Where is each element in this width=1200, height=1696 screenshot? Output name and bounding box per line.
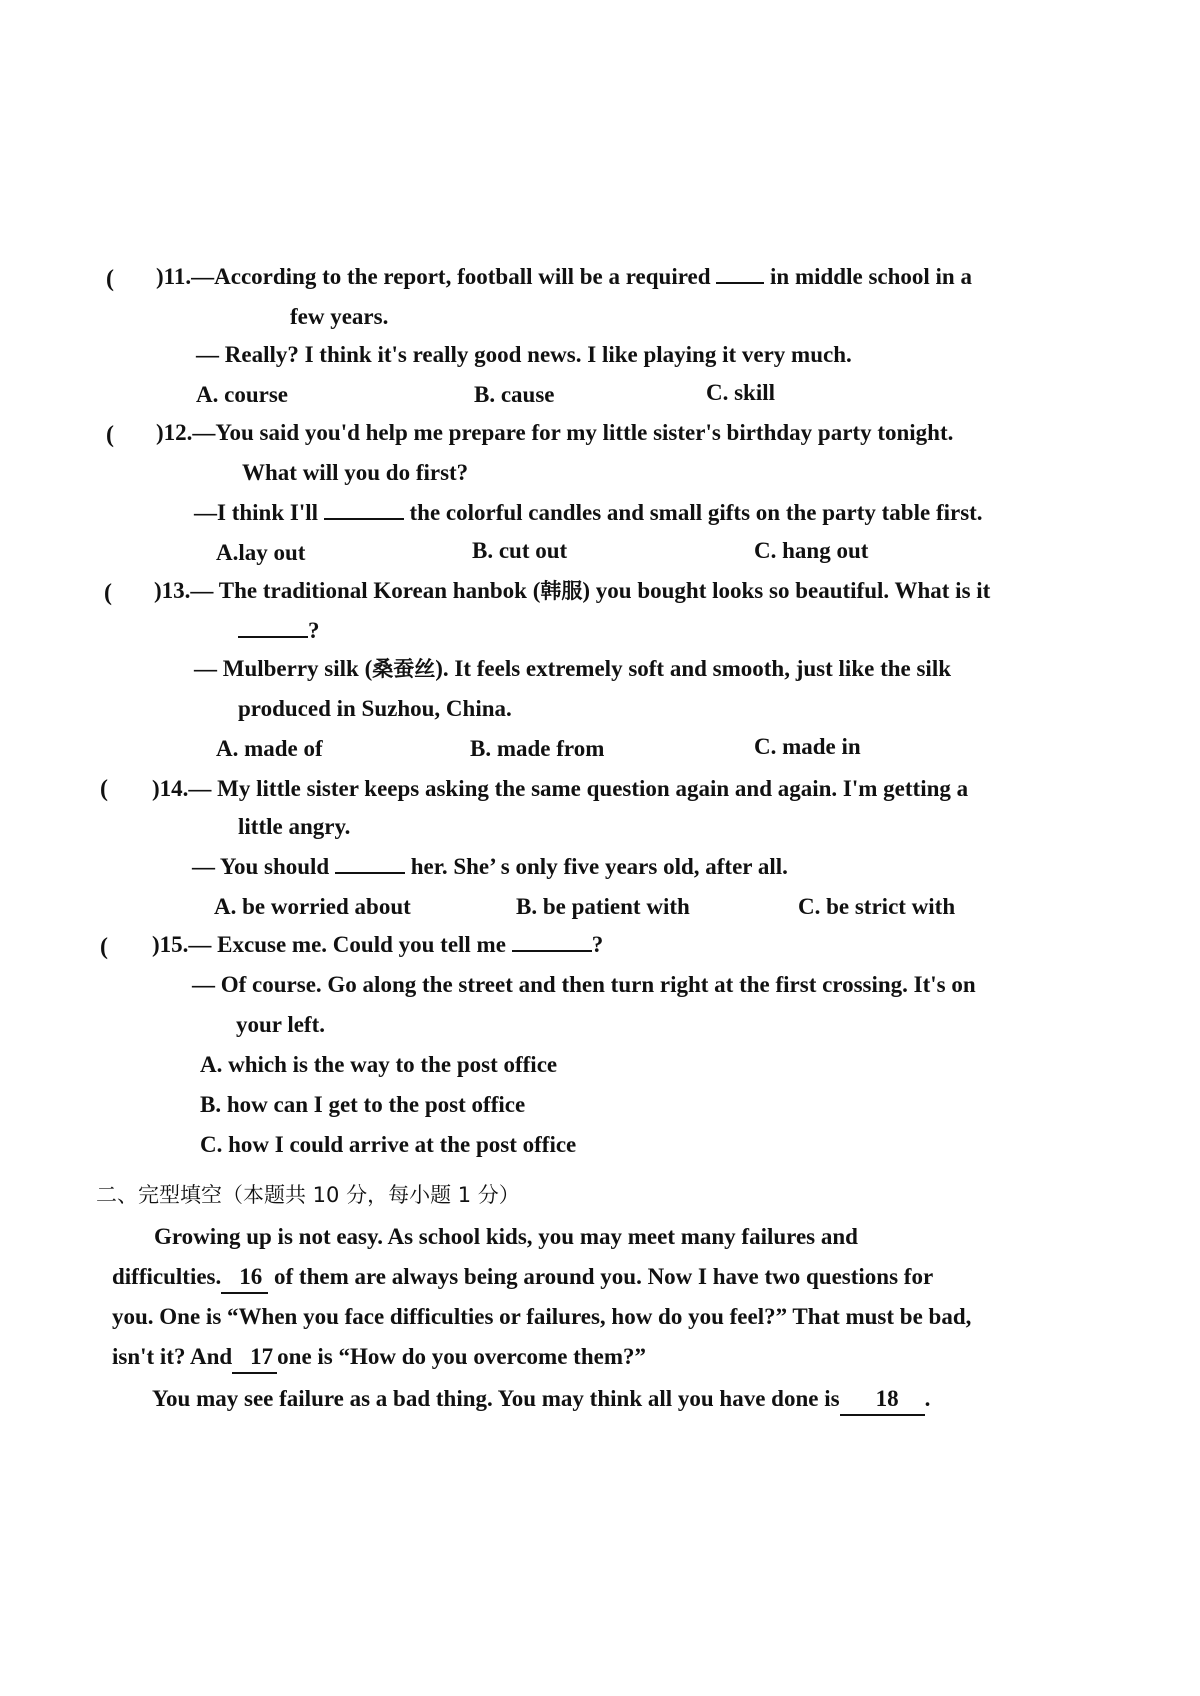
blank[interactable] (716, 262, 764, 284)
question-text: )14.— My little sister keeps asking the same question again and again. I'm getting a (152, 776, 969, 801)
option-b[interactable]: B. made from (470, 736, 605, 761)
answer-text: — Mulberry silk (桑蚕丝). It feels extremely soft and smooth, just like the silk (194, 656, 951, 681)
option-c[interactable]: C. how I could arrive at the post office (200, 1132, 577, 1157)
option-c[interactable]: C. made in (754, 734, 861, 759)
answer-text-cont: produced in Suzhou, China. (238, 696, 512, 721)
option-c[interactable]: C. skill (706, 380, 776, 405)
question-number: )14. (152, 776, 189, 801)
answer-paren[interactable]: ( (104, 580, 112, 606)
blank[interactable] (335, 852, 405, 874)
answer-paren[interactable]: ( (100, 934, 108, 960)
answer-paren[interactable]: ( (106, 422, 114, 448)
answer-text-cont: your left. (236, 1012, 326, 1037)
section-heading: 二、完型填空（本题共 10 分，每小题 1 分） (96, 1183, 520, 1207)
paragraph-line: isn't it? And 17 one is “How do you overcome them?” (112, 1342, 646, 1374)
answer-text: — You should her. She’ s only five years old, after all. (192, 854, 788, 879)
option-a[interactable]: A. be worried about (214, 894, 411, 919)
option-c[interactable]: C. be strict with (798, 894, 956, 919)
question-text-cont: ? (238, 616, 320, 646)
option-a[interactable]: A.lay out (216, 540, 306, 565)
answer-text: —I think I'll the colorful candles and small gifts on the party table first. (194, 500, 983, 525)
question-text: )12.—You said you'd help me prepare for my little sister's birthday party tonight. (156, 420, 954, 445)
blank[interactable] (512, 930, 592, 952)
option-b[interactable]: B. how can I get to the post office (200, 1092, 526, 1117)
question-number: )13. (154, 578, 191, 603)
blank-17[interactable]: 17 (232, 1342, 277, 1374)
question-text: )13.— The traditional Korean hanbok (韩服) you bought looks so beautiful. What is it (154, 578, 991, 603)
paragraph-line: You may see failure as a bad thing. You may think all you have done is 18 . (152, 1384, 930, 1416)
paragraph-line: difficulties. 16 of them are always being around you. Now I have two questions for (112, 1262, 933, 1294)
option-a[interactable]: A. made of (216, 736, 323, 761)
question-text: )11.—According to the report, football will be a required in middle school in a (156, 264, 972, 289)
question-text-cont: What will you do first? (242, 460, 469, 485)
blank-16[interactable]: 16 (221, 1262, 268, 1294)
question-number: )12. (156, 420, 193, 445)
question-number: )15. (152, 932, 189, 957)
paragraph-line: you. One is “When you face difficulties or failures, how do you feel?” That must be bad, (112, 1304, 972, 1329)
answer-paren[interactable]: ( (100, 776, 108, 802)
question-number: )11. (156, 264, 192, 289)
option-b[interactable]: B. be patient with (516, 894, 690, 919)
answer-paren[interactable]: ( (106, 266, 114, 292)
question-text: )15.— Excuse me. Could you tell me ? (152, 932, 604, 957)
paragraph-line: Growing up is not easy. As school kids, you may meet many failures and (154, 1224, 858, 1249)
question-text-cont: little angry. (238, 814, 351, 839)
blank[interactable] (324, 498, 404, 520)
answer-text: — Really? I think it's really good news. I like playing it very much. (196, 342, 852, 367)
option-b[interactable]: B. cause (474, 382, 555, 407)
option-a[interactable]: A. which is the way to the post office (200, 1052, 558, 1077)
option-a[interactable]: A. course (196, 382, 288, 407)
blank-18[interactable]: 18 (840, 1384, 925, 1416)
question-text-cont: few years. (290, 304, 389, 329)
answer-text: — Of course. Go along the street and then turn right at the first crossing. It's on (192, 972, 976, 997)
option-c[interactable]: C. hang out (754, 538, 869, 563)
blank[interactable] (238, 616, 308, 638)
option-b[interactable]: B. cut out (472, 538, 568, 563)
